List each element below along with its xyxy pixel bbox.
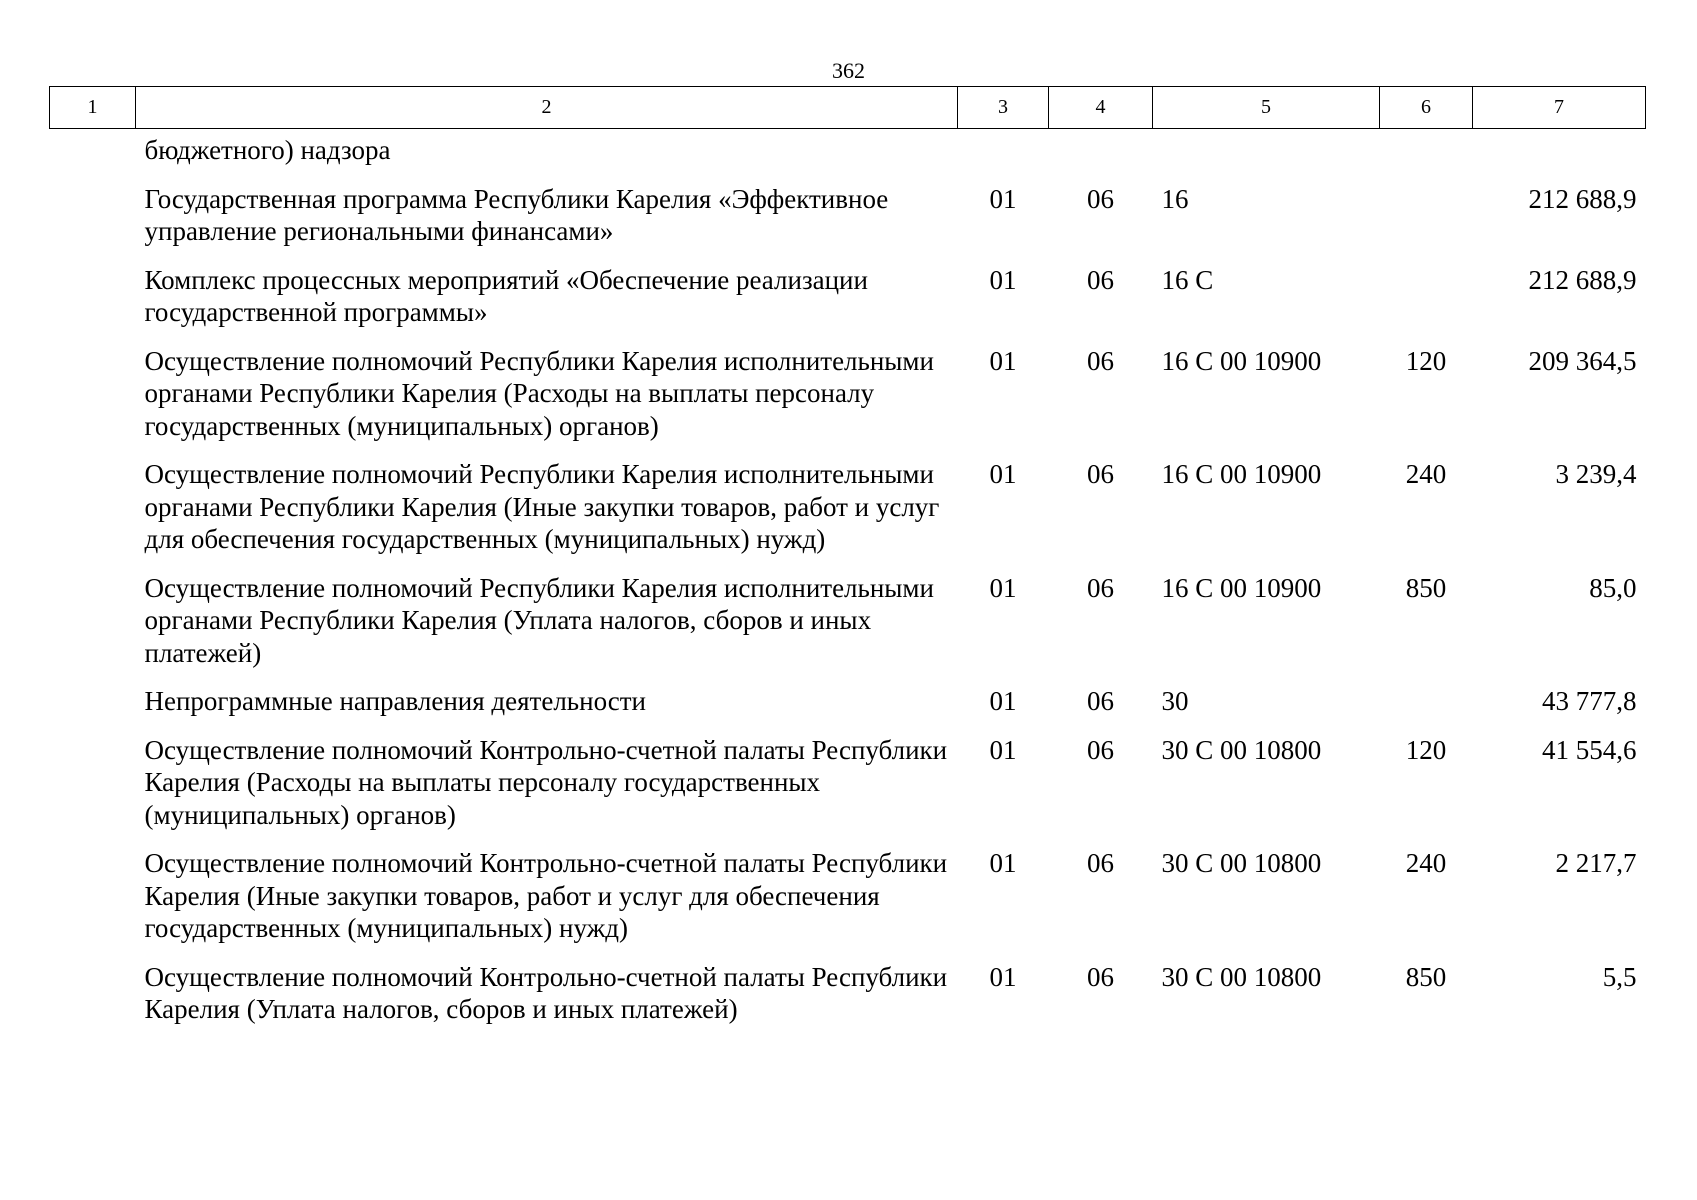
row-amount: 43 777,8 xyxy=(1542,686,1637,716)
row-subsection: 06 xyxy=(1087,734,1114,765)
row-number xyxy=(50,572,136,686)
row-number xyxy=(50,264,136,345)
row-expense-type: 850 xyxy=(1405,572,1447,603)
row-number xyxy=(50,345,136,459)
row-target-article: 30 С 00 10800 xyxy=(1161,734,1322,765)
row-subsection: 06 xyxy=(1087,961,1114,992)
row-expense-type xyxy=(1380,183,1473,264)
row-target-article: 16 С 00 10900 xyxy=(1161,572,1322,603)
row-amount: 41 554,6 xyxy=(1542,734,1637,765)
table-row xyxy=(50,129,1646,183)
table-row xyxy=(50,183,1646,264)
row-target-article: 30 xyxy=(1161,686,1189,716)
row-number xyxy=(50,685,136,734)
row-section: 01 xyxy=(989,345,1017,376)
column-header-4: 4 xyxy=(1049,87,1153,129)
row-description: Осуществление полномочий Республики Карелия исполнительными органами Республики Карелия (Уплата налогов, сборов и иных платежей) xyxy=(144,572,934,668)
row-section: 01 xyxy=(989,961,1017,992)
row-expense-type: 120 xyxy=(1405,734,1447,765)
row-target-article: 16 xyxy=(1161,183,1189,214)
row-description: Осуществление полномочий Республики Карелия исполнительными органами Республики Карелия (Иные закупки товаров, работ и услуг для обеспечения государственных (муниципальных) нужд) xyxy=(144,459,940,554)
row-expense-type: 850 xyxy=(1405,961,1447,992)
row-number xyxy=(50,734,136,848)
row-description: Комплекс процессных мероприятий «Обеспечение реализации государственной программы» xyxy=(144,264,868,327)
row-section: 01 xyxy=(989,686,1017,716)
row-description: Государственная программа Республики Карелия «Эффективное управление региональными финансами» xyxy=(144,183,889,246)
row-amount: 5,5 xyxy=(1602,961,1637,992)
table-row xyxy=(50,847,1646,961)
row-expense-type: 240 xyxy=(1405,459,1447,489)
row-target-article: 16 С xyxy=(1161,264,1214,295)
row-subsection: 06 xyxy=(1087,264,1114,295)
row-number xyxy=(50,183,136,264)
row-description: Осуществление полномочий Контрольно-счетной палаты Республики Карелия (Иные закупки товаров, работ и услуг для обеспечения государственных (муниципальных) нужд) xyxy=(144,848,948,943)
column-header-6: 6 xyxy=(1380,87,1473,129)
row-expense-type: 120 xyxy=(1405,345,1447,376)
budget-table xyxy=(49,86,1646,1042)
row-amount: 209 364,5 xyxy=(1528,345,1637,376)
row-subsection: 06 xyxy=(1087,686,1114,716)
row-section: 01 xyxy=(989,848,1017,878)
row-subsection: 06 xyxy=(1087,183,1114,214)
table-row xyxy=(50,264,1646,345)
table-row xyxy=(50,685,1646,734)
row-number xyxy=(50,961,136,1042)
row-description: Непрограммные направления деятельности xyxy=(144,686,646,716)
table-row xyxy=(50,572,1646,686)
row-section xyxy=(958,129,1049,183)
column-header-7: 7 xyxy=(1473,87,1646,129)
page-number: 362 xyxy=(832,58,865,83)
row-amount: 3 239,4 xyxy=(1555,459,1637,489)
table-row xyxy=(50,961,1646,1042)
row-target-article: 30 С 00 10800 xyxy=(1161,961,1322,992)
row-amount: 212 688,9 xyxy=(1528,264,1637,295)
row-expense-type: 240 xyxy=(1405,848,1447,878)
column-header-1: 1 xyxy=(50,87,136,129)
row-expense-type xyxy=(1380,685,1473,734)
row-amount: 2 217,7 xyxy=(1555,848,1637,878)
row-description: Осуществление полномочий Республики Карелия исполнительными органами Республики Карелия (Расходы на выплаты персоналу государственных (муниципальных) органов) xyxy=(144,345,934,441)
row-target-article: 30 С 00 10800 xyxy=(1161,848,1322,878)
row-subsection: 06 xyxy=(1087,345,1114,376)
column-header-3: 3 xyxy=(958,87,1049,129)
row-amount: 212 688,9 xyxy=(1528,183,1637,214)
row-subsection: 06 xyxy=(1087,459,1114,489)
table-header xyxy=(50,87,1646,129)
row-description: Осуществление полномочий Контрольно-счетной палаты Республики Карелия (Расходы на выплаты персоналу государственных (муниципальных) органов) xyxy=(144,734,948,830)
row-description: Осуществление полномочий Контрольно-счетной палаты Республики Карелия (Уплата налогов, сборов и иных платежей) xyxy=(144,961,948,1024)
header-row xyxy=(50,87,1646,129)
row-target-article: 16 С 00 10900 xyxy=(1161,459,1322,489)
row-subsection xyxy=(1049,129,1153,183)
row-description: бюджетного) надзора xyxy=(144,135,391,165)
row-target-article xyxy=(1153,129,1380,183)
row-number xyxy=(50,458,136,572)
row-amount xyxy=(1473,129,1646,183)
table-row xyxy=(50,734,1646,848)
column-header-5: 5 xyxy=(1153,87,1380,129)
table-row xyxy=(50,458,1646,572)
row-section: 01 xyxy=(989,183,1017,214)
row-section: 01 xyxy=(989,264,1017,295)
row-subsection: 06 xyxy=(1087,572,1114,603)
row-number xyxy=(50,847,136,961)
table-row xyxy=(50,345,1646,459)
column-header-2: 2 xyxy=(136,87,958,129)
row-section: 01 xyxy=(989,572,1017,603)
row-subsection: 06 xyxy=(1087,848,1114,878)
row-target-article: 16 С 00 10900 xyxy=(1161,345,1322,376)
row-section: 01 xyxy=(989,734,1017,765)
row-expense-type xyxy=(1380,264,1473,345)
row-section: 01 xyxy=(989,459,1017,489)
row-amount: 85,0 xyxy=(1589,572,1637,603)
row-expense-type xyxy=(1380,129,1473,183)
table-body xyxy=(50,129,1646,1042)
row-number xyxy=(50,129,136,183)
